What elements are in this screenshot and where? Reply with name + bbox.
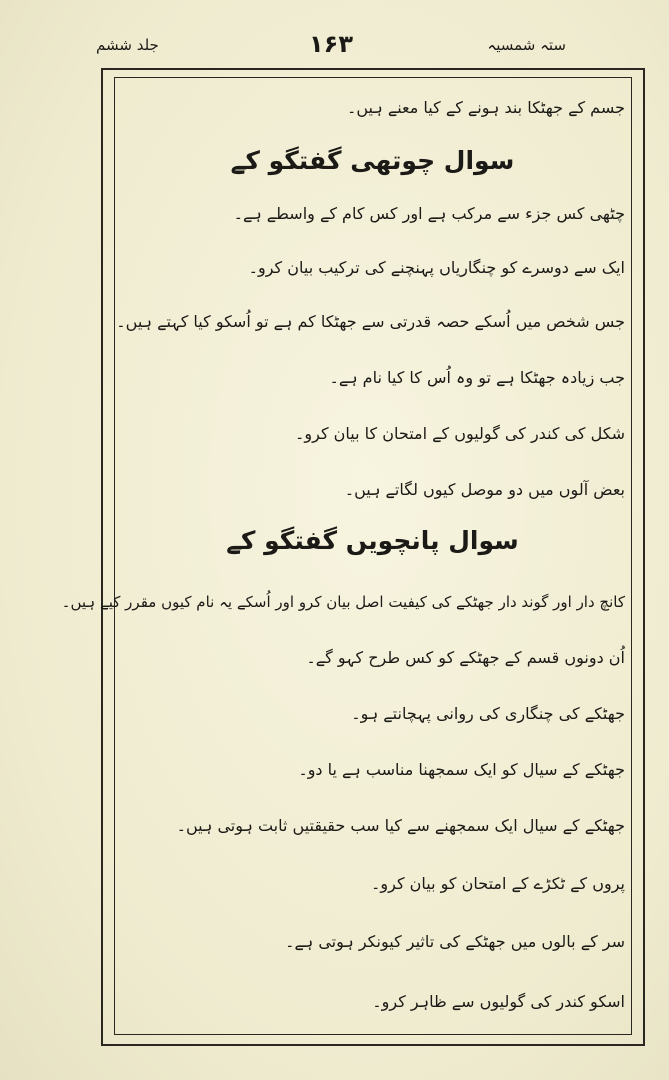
page-number: ۱۶۳	[309, 30, 353, 58]
question-line: جھٹکے کی چنگاری کی روانی پہچانتے ہو۔	[351, 704, 625, 723]
section-heading: سوال پانچویں گفتگو کے	[226, 526, 519, 555]
question-line: سر کے بالوں میں جھٹکے کی تاثیر کیونکر ہوتی ہے۔	[285, 932, 625, 951]
question-line: جھٹکے کے سیال کو ایک سمجھنا مناسب ہے یا دو۔	[298, 760, 625, 779]
running-title: ستہ شمسیہ	[487, 36, 566, 54]
question-line: ایک سے دوسرے کو چنگاریاں پہنچنے کی ترکیب بیان کرو۔	[248, 258, 625, 277]
question-line: شکل کی کندر کی گولیوں کے امتحان کا بیان کرو۔	[295, 424, 625, 443]
question-line: جب زیادہ جھٹکا ہے تو وہ اُس کا کیا نام ہے۔	[329, 368, 625, 387]
question-line: جس شخص میں اُسکے حصہ قدرتی سے جھٹکا کم ہے تو اُسکو کیا کہتے ہیں۔	[116, 312, 625, 331]
question-line: چٹھی کس جزء سے مرکب ہے اور کس کام کے واسطے ہے۔	[233, 204, 625, 223]
section-heading: سوال چوتھی گفتگو کے	[230, 146, 515, 175]
question-line: جھٹکے کے سیال ایک سمجھنے سے کیا سب حقیقتیں ثابت ہوتی ہیں۔	[176, 816, 625, 835]
question-line: اسکو کندر کی گولیوں سے ظاہر کرو۔	[372, 992, 625, 1011]
page-header	[96, 28, 566, 68]
question-line: کانچ دار اور گوند دار جھٹکے کی کیفیت اصل بیان کرو اور اُسکے یہ نام کیوں مقرر کیے ہیں۔	[61, 593, 625, 611]
question-line: اُن دونوں قسم کے جھٹکے کو کس طرح کہو گے۔	[306, 648, 625, 667]
text-line: جسم کے جھٹکا بند ہونے کے کیا معنے ہیں۔	[346, 98, 625, 117]
question-line: بعض آلوں میں دو موصل کیوں لگاتے ہیں۔	[344, 480, 625, 499]
question-line: پروں کے ٹکڑے کے امتحان کو بیان کرو۔	[371, 874, 625, 893]
volume-label: جلد ششم	[96, 36, 159, 54]
